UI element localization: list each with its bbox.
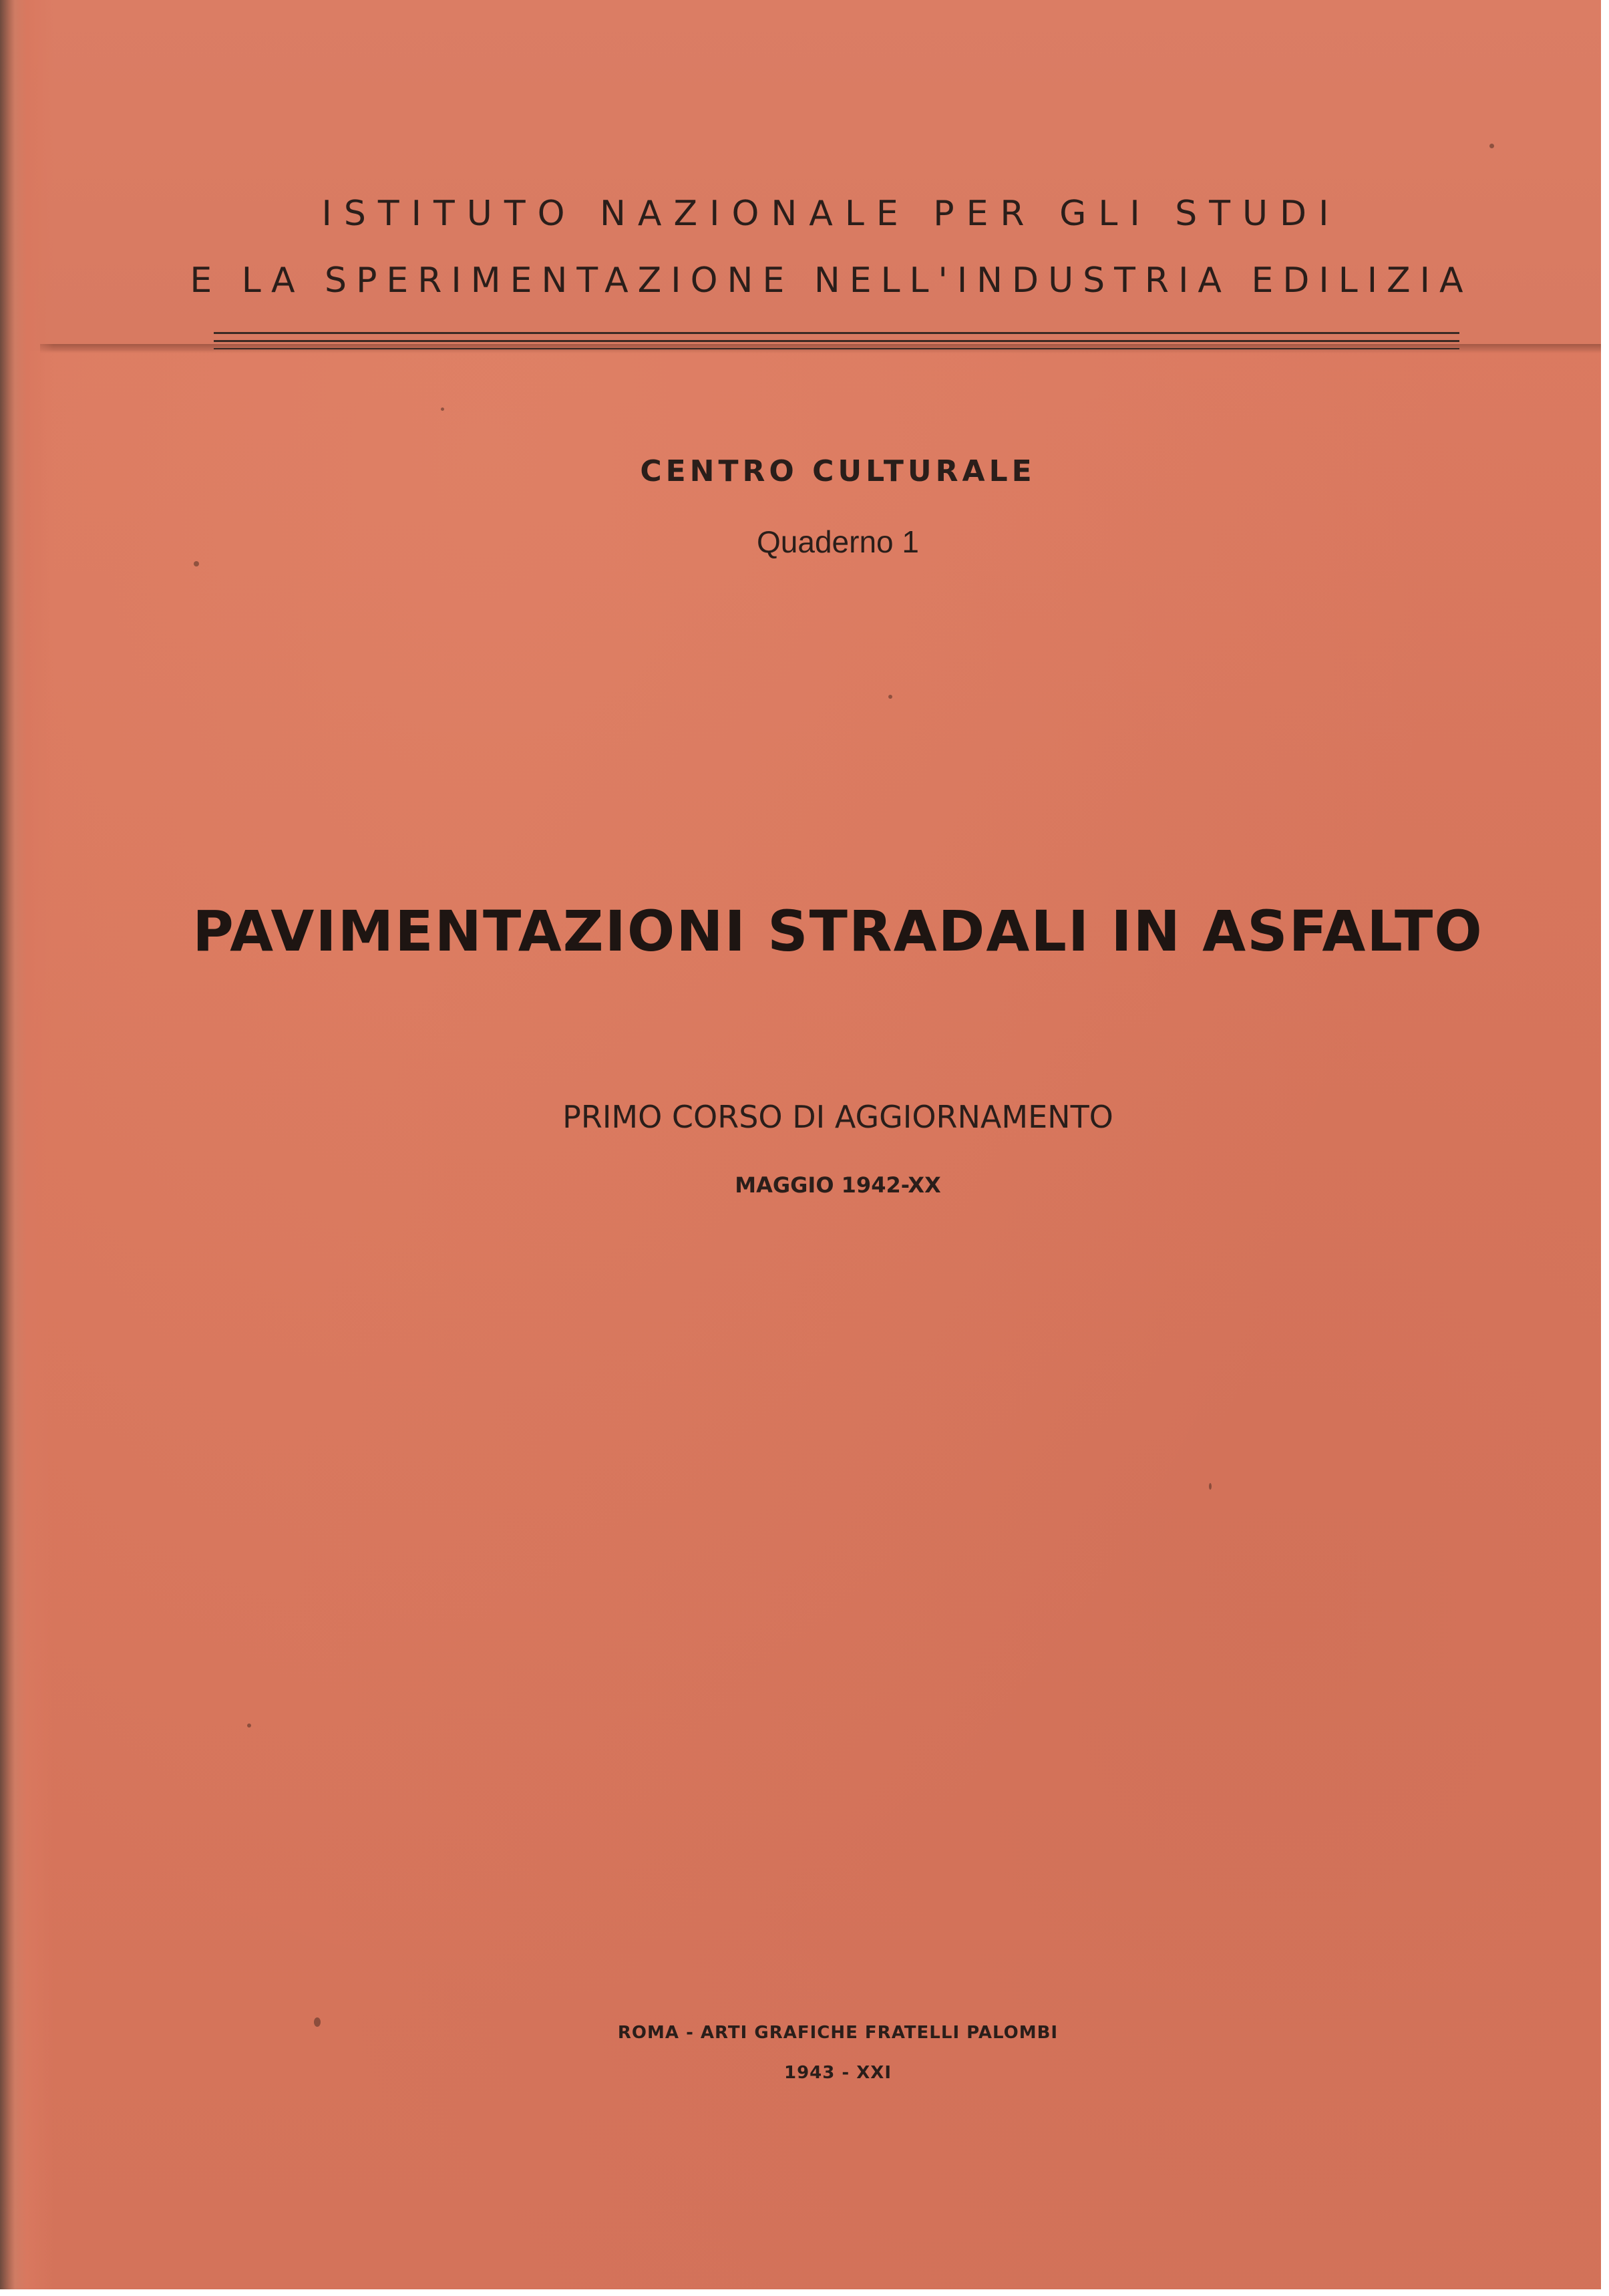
book-subtitle: PRIMO CORSO DI AGGIORNAMENTO	[562, 1099, 1113, 1135]
paper-speck	[1489, 144, 1494, 148]
book-title: PAVIMENTAZIONI STRADALI IN ASFALTO	[192, 898, 1483, 964]
header-rule-3	[214, 348, 1459, 349]
paper-speck	[194, 561, 199, 566]
header-rule-2	[214, 340, 1459, 342]
course-date: MAGGIO 1942-XX	[735, 1172, 941, 1198]
cover-spine-edge	[0, 0, 53, 2296]
publication-year: 1943 - XXI	[783, 2063, 892, 2083]
publisher-imprint: ROMA - ARTI GRAFICHE FRATELLI PALOMBI	[617, 2023, 1059, 2043]
paper-speck	[247, 1724, 251, 1728]
series-number: Quaderno 1	[757, 524, 919, 559]
center-name: CENTRO CULTURALE	[640, 454, 1036, 488]
institute-name-line-2: E LA SPERIMENTAZIONE NELL'INDUSTRIA EDILIZIA	[190, 261, 1473, 301]
paper-speck	[314, 2017, 321, 2027]
institute-name-line-1: ISTITUTO NAZIONALE PER GLI STUDI	[321, 194, 1341, 234]
paper-speck	[1209, 1483, 1212, 1490]
scan-border-bottom	[0, 2289, 1609, 2296]
header-rule-1	[214, 332, 1459, 334]
paper-speck	[441, 407, 444, 411]
paper-speck	[888, 695, 892, 699]
scan-border-right	[1601, 0, 1609, 2296]
